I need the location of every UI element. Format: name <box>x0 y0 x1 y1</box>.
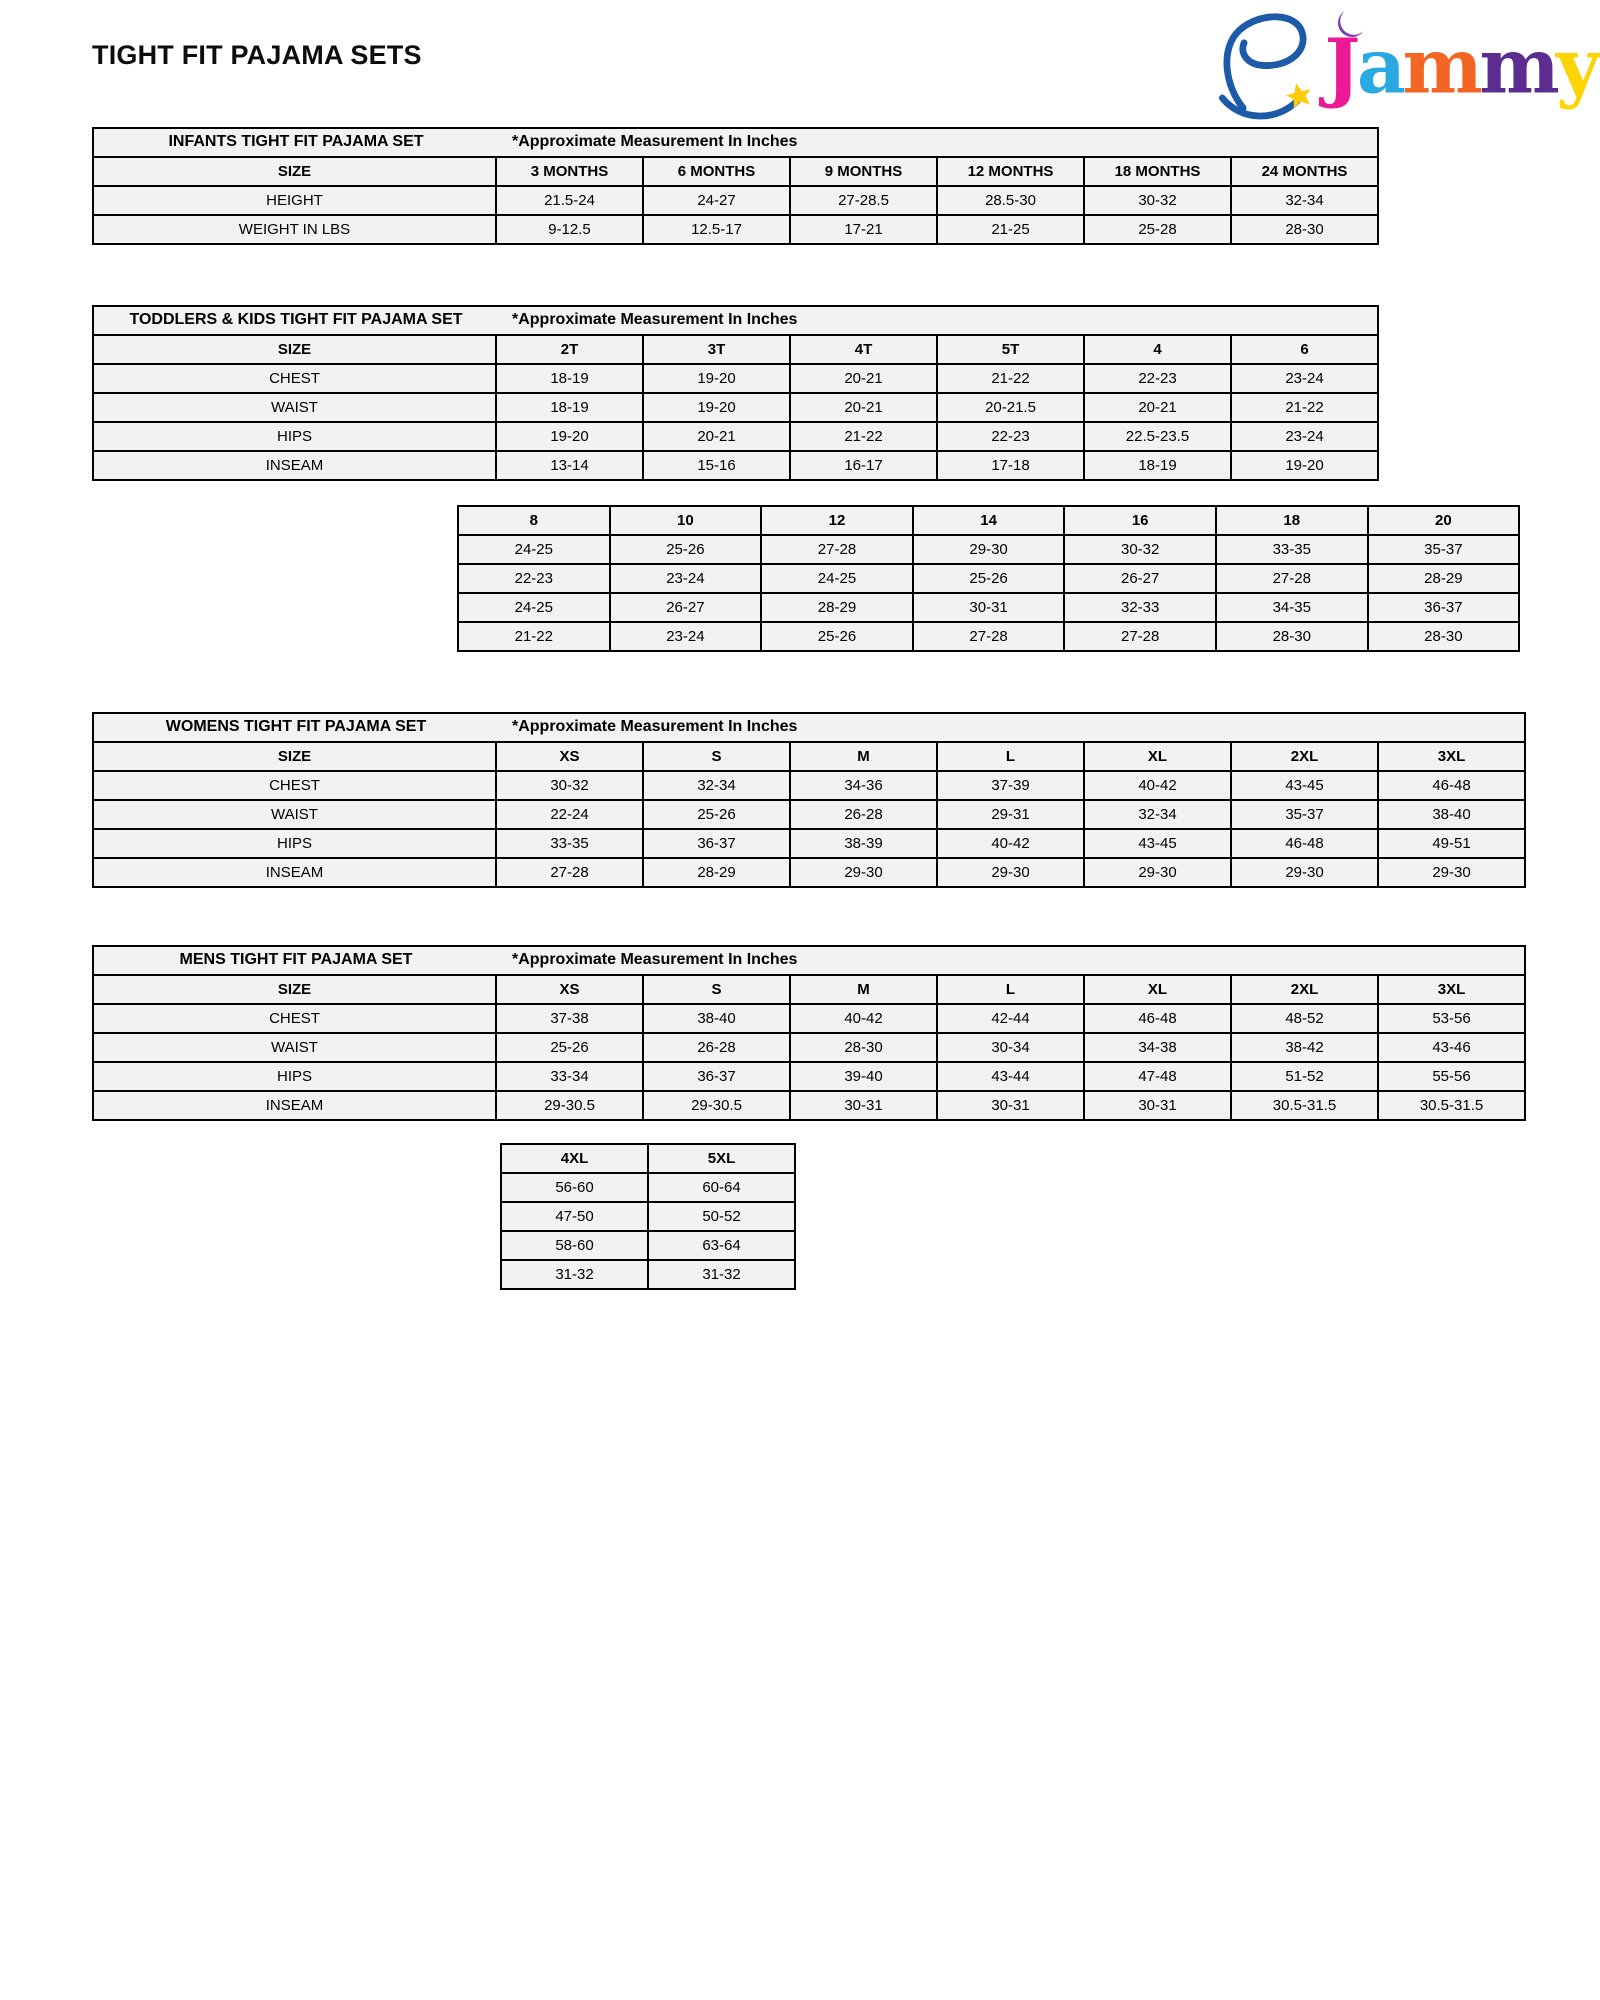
value-cell: 24-25 <box>458 535 610 564</box>
value-cell: 27-28 <box>496 858 643 887</box>
value-cell: 20-21 <box>790 364 937 393</box>
size-header-cell: SIZE <box>93 975 496 1004</box>
column-header-cell: 5XL <box>648 1144 795 1173</box>
column-header-cell: 4 <box>1084 335 1231 364</box>
value-cell: 28-30 <box>1216 622 1368 651</box>
value-cell: 30-32 <box>496 771 643 800</box>
value-cell: 13-14 <box>496 451 643 480</box>
column-header-cell: 24 MONTHS <box>1231 157 1378 186</box>
value-cell: 32-34 <box>1231 186 1378 215</box>
column-header-cell: L <box>937 742 1084 771</box>
table-row <box>93 393 1378 422</box>
measurement-note: *Approximate Measurement In Inches <box>512 133 798 151</box>
column-header-cell: 3XL <box>1378 975 1525 1004</box>
value-cell: 18-19 <box>496 364 643 393</box>
value-cell: 28-30 <box>1231 215 1378 244</box>
value-cell: 21-22 <box>1231 393 1378 422</box>
value-cell: 22.5-23.5 <box>1084 422 1231 451</box>
table-row <box>93 422 1378 451</box>
value-cell: 53-56 <box>1378 1004 1525 1033</box>
table-row <box>501 1260 795 1289</box>
value-cell: 56-60 <box>501 1173 648 1202</box>
value-cell: 60-64 <box>648 1173 795 1202</box>
column-header-cell: 6 <box>1231 335 1378 364</box>
column-header-cell: 4XL <box>501 1144 648 1173</box>
measurement-note: *Approximate Measurement In Inches <box>512 311 798 329</box>
column-header-cell: 12 MONTHS <box>937 157 1084 186</box>
value-cell: 47-50 <box>501 1202 648 1231</box>
table-row <box>93 364 1378 393</box>
value-cell: 29-30 <box>937 858 1084 887</box>
table-title-bar <box>93 128 1378 157</box>
value-cell: 24-25 <box>761 564 913 593</box>
value-cell: 28-30 <box>1368 622 1520 651</box>
value-cell: 38-42 <box>1231 1033 1378 1062</box>
size-table-womens <box>92 712 1526 888</box>
value-cell: 27-28 <box>913 622 1065 651</box>
value-cell: 55-56 <box>1378 1062 1525 1091</box>
row-label-cell: INSEAM <box>93 858 496 887</box>
value-cell: 37-38 <box>496 1004 643 1033</box>
value-cell: 17-21 <box>790 215 937 244</box>
row-label-cell: CHEST <box>93 1004 496 1033</box>
column-header-cell: XL <box>1084 975 1231 1004</box>
value-cell: 43-46 <box>1378 1033 1525 1062</box>
value-cell: 25-26 <box>643 800 790 829</box>
value-cell: 32-34 <box>643 771 790 800</box>
table-row <box>458 593 1519 622</box>
value-cell: 28-30 <box>790 1033 937 1062</box>
table-row <box>93 1062 1525 1091</box>
value-cell: 26-28 <box>643 1033 790 1062</box>
value-cell: 18-19 <box>1084 451 1231 480</box>
column-header-cell: XS <box>496 742 643 771</box>
value-cell: 35-37 <box>1231 800 1378 829</box>
table-row <box>93 800 1525 829</box>
value-cell: 40-42 <box>790 1004 937 1033</box>
value-cell: 36-37 <box>643 1062 790 1091</box>
value-cell: 22-24 <box>496 800 643 829</box>
value-cell: 25-26 <box>610 535 762 564</box>
column-header-cell: 2XL <box>1231 742 1378 771</box>
column-header-cell: 3T <box>643 335 790 364</box>
value-cell: 21-25 <box>937 215 1084 244</box>
logo-letter: m <box>1402 21 1480 111</box>
row-label-cell: WEIGHT IN LBS <box>93 215 496 244</box>
measurement-note: *Approximate Measurement In Inches <box>512 718 798 736</box>
table-row <box>93 858 1525 887</box>
value-cell: 29-30.5 <box>496 1091 643 1120</box>
table-row <box>93 186 1378 215</box>
table-row <box>93 771 1525 800</box>
value-cell: 22-23 <box>458 564 610 593</box>
value-cell: 21-22 <box>790 422 937 451</box>
column-header-cell: 10 <box>610 506 762 535</box>
table-row <box>501 1173 795 1202</box>
size-table-infants <box>92 127 1379 245</box>
value-cell: 29-30 <box>1231 858 1378 887</box>
table-row <box>458 622 1519 651</box>
page-title: TIGHT FIT PAJAMA SETS <box>92 40 422 70</box>
value-cell: 25-26 <box>913 564 1065 593</box>
table-row <box>501 1202 795 1231</box>
size-header-cell: SIZE <box>93 157 496 186</box>
logo-wordmark <box>1319 22 1600 111</box>
value-cell: 29-31 <box>937 800 1084 829</box>
value-cell: 16-17 <box>790 451 937 480</box>
value-cell: 30-32 <box>1064 535 1216 564</box>
column-header-cell: 20 <box>1368 506 1520 535</box>
value-cell: 25-26 <box>761 622 913 651</box>
value-cell: 48-52 <box>1231 1004 1378 1033</box>
table-title: MENS TIGHT FIT PAJAMA SET <box>179 951 413 969</box>
table-row <box>93 829 1525 858</box>
table-row <box>93 1033 1525 1062</box>
value-cell: 30-31 <box>937 1091 1084 1120</box>
value-cell: 12.5-17 <box>643 215 790 244</box>
size-table-mens-ext <box>500 1143 796 1290</box>
value-cell: 20-21.5 <box>937 393 1084 422</box>
column-header-cell: 14 <box>913 506 1065 535</box>
column-header-cell: 3 MONTHS <box>496 157 643 186</box>
value-cell: 19-20 <box>643 393 790 422</box>
value-cell: 30-32 <box>1084 186 1231 215</box>
value-cell: 43-45 <box>1231 771 1378 800</box>
value-cell: 28-29 <box>643 858 790 887</box>
column-header-cell: M <box>790 975 937 1004</box>
value-cell: 29-30.5 <box>643 1091 790 1120</box>
value-cell: 34-35 <box>1216 593 1368 622</box>
value-cell: 51-52 <box>1231 1062 1378 1091</box>
value-cell: 26-27 <box>610 593 762 622</box>
column-header-cell: 8 <box>458 506 610 535</box>
column-header-cell: 18 <box>1216 506 1368 535</box>
column-header-cell: 4T <box>790 335 937 364</box>
table-row <box>93 451 1378 480</box>
value-cell: 17-18 <box>937 451 1084 480</box>
value-cell: 9-12.5 <box>496 215 643 244</box>
value-cell: 47-48 <box>1084 1062 1231 1091</box>
row-label-cell: WAIST <box>93 393 496 422</box>
logo-script-p-icon <box>1222 17 1303 116</box>
value-cell: 63-64 <box>648 1231 795 1260</box>
value-cell: 23-24 <box>610 622 762 651</box>
value-cell: 40-42 <box>937 829 1084 858</box>
value-cell: 24-25 <box>458 593 610 622</box>
value-cell: 28.5-30 <box>937 186 1084 215</box>
table-row <box>458 535 1519 564</box>
column-header-cell: 9 MONTHS <box>790 157 937 186</box>
brand-logo <box>1216 6 1596 114</box>
row-label-cell: CHEST <box>93 771 496 800</box>
row-label-cell: CHEST <box>93 364 496 393</box>
logo-letter: a <box>1356 21 1403 111</box>
table-row <box>93 1004 1525 1033</box>
value-cell: 38-40 <box>643 1004 790 1033</box>
value-cell: 30.5-31.5 <box>1231 1091 1378 1120</box>
value-cell: 28-29 <box>761 593 913 622</box>
column-header-cell: S <box>643 742 790 771</box>
value-cell: 42-44 <box>937 1004 1084 1033</box>
value-cell: 30-31 <box>790 1091 937 1120</box>
table-title-bar <box>93 713 1525 742</box>
size-table-toddlers-ext <box>457 505 1520 652</box>
value-cell: 23-24 <box>1231 422 1378 451</box>
value-cell: 22-23 <box>937 422 1084 451</box>
table-title-bar <box>93 306 1378 335</box>
value-cell: 15-16 <box>643 451 790 480</box>
row-label-cell: INSEAM <box>93 451 496 480</box>
value-cell: 21.5-24 <box>496 186 643 215</box>
value-cell: 30-31 <box>913 593 1065 622</box>
value-cell: 40-42 <box>1084 771 1231 800</box>
value-cell: 31-32 <box>501 1260 648 1289</box>
value-cell: 43-45 <box>1084 829 1231 858</box>
measurement-note: *Approximate Measurement In Inches <box>512 951 798 969</box>
value-cell: 27-28.5 <box>790 186 937 215</box>
value-cell: 29-30 <box>1084 858 1231 887</box>
column-header-cell: L <box>937 975 1084 1004</box>
table-title: INFANTS TIGHT FIT PAJAMA SET <box>168 133 424 151</box>
value-cell: 20-21 <box>643 422 790 451</box>
value-cell: 37-39 <box>937 771 1084 800</box>
table-title: WOMENS TIGHT FIT PAJAMA SET <box>165 718 427 736</box>
table-row <box>93 215 1378 244</box>
value-cell: 38-40 <box>1378 800 1525 829</box>
value-cell: 35-37 <box>1368 535 1520 564</box>
value-cell: 43-44 <box>937 1062 1084 1091</box>
value-cell: 30.5-31.5 <box>1378 1091 1525 1120</box>
value-cell: 21-22 <box>458 622 610 651</box>
row-label-cell: HEIGHT <box>93 186 496 215</box>
value-cell: 20-21 <box>1084 393 1231 422</box>
column-header-cell: S <box>643 975 790 1004</box>
value-cell: 23-24 <box>1231 364 1378 393</box>
value-cell: 22-23 <box>1084 364 1231 393</box>
value-cell: 20-21 <box>790 393 937 422</box>
value-cell: 29-30 <box>790 858 937 887</box>
row-label-cell: WAIST <box>93 800 496 829</box>
size-table-toddlers <box>92 305 1379 481</box>
table-title: TODDLERS & KIDS TIGHT FIT PAJAMA SET <box>129 311 463 329</box>
value-cell: 24-27 <box>643 186 790 215</box>
value-cell: 18-19 <box>496 393 643 422</box>
column-header-cell: 16 <box>1064 506 1216 535</box>
value-cell: 46-48 <box>1378 771 1525 800</box>
size-table-mens <box>92 945 1526 1121</box>
table-row <box>93 1091 1525 1120</box>
column-header-cell: 18 MONTHS <box>1084 157 1231 186</box>
value-cell: 23-24 <box>610 564 762 593</box>
size-header-cell: SIZE <box>93 742 496 771</box>
value-cell: 30-31 <box>1084 1091 1231 1120</box>
table-title-bar <box>93 946 1525 975</box>
row-label-cell: WAIST <box>93 1033 496 1062</box>
value-cell: 29-30 <box>913 535 1065 564</box>
value-cell: 28-29 <box>1368 564 1520 593</box>
column-header-cell: M <box>790 742 937 771</box>
value-cell: 46-48 <box>1231 829 1378 858</box>
column-header-cell: 2XL <box>1231 975 1378 1004</box>
value-cell: 19-20 <box>496 422 643 451</box>
logo-letter: J <box>1324 21 1357 111</box>
value-cell: 34-36 <box>790 771 937 800</box>
column-header-cell: 5T <box>937 335 1084 364</box>
column-header-cell: XL <box>1084 742 1231 771</box>
value-cell: 25-26 <box>496 1033 643 1062</box>
row-label-cell: HIPS <box>93 422 496 451</box>
value-cell: 19-20 <box>643 364 790 393</box>
value-cell: 26-28 <box>790 800 937 829</box>
value-cell: 21-22 <box>937 364 1084 393</box>
column-header-cell: 12 <box>761 506 913 535</box>
column-header-cell: 6 MONTHS <box>643 157 790 186</box>
value-cell: 29-30 <box>1378 858 1525 887</box>
value-cell: 27-28 <box>761 535 913 564</box>
size-header-cell: SIZE <box>93 335 496 364</box>
value-cell: 36-37 <box>1368 593 1520 622</box>
value-cell: 32-33 <box>1064 593 1216 622</box>
value-cell: 33-35 <box>496 829 643 858</box>
logo-letter: m <box>1479 21 1557 111</box>
value-cell: 27-28 <box>1216 564 1368 593</box>
logo-letter: y <box>1556 21 1597 111</box>
value-cell: 32-34 <box>1084 800 1231 829</box>
value-cell: 25-28 <box>1084 215 1231 244</box>
column-header-cell: XS <box>496 975 643 1004</box>
row-label-cell: HIPS <box>93 1062 496 1091</box>
value-cell: 33-35 <box>1216 535 1368 564</box>
value-cell: 34-38 <box>1084 1033 1231 1062</box>
row-label-cell: INSEAM <box>93 1091 496 1120</box>
value-cell: 36-37 <box>643 829 790 858</box>
table-row <box>458 564 1519 593</box>
column-header-cell: 2T <box>496 335 643 364</box>
value-cell: 46-48 <box>1084 1004 1231 1033</box>
value-cell: 58-60 <box>501 1231 648 1260</box>
value-cell: 49-51 <box>1378 829 1525 858</box>
value-cell: 19-20 <box>1231 451 1378 480</box>
row-label-cell: HIPS <box>93 829 496 858</box>
table-row <box>501 1231 795 1260</box>
value-cell: 30-34 <box>937 1033 1084 1062</box>
value-cell: 38-39 <box>790 829 937 858</box>
value-cell: 39-40 <box>790 1062 937 1091</box>
value-cell: 50-52 <box>648 1202 795 1231</box>
column-header-cell: 3XL <box>1378 742 1525 771</box>
value-cell: 26-27 <box>1064 564 1216 593</box>
value-cell: 31-32 <box>648 1260 795 1289</box>
value-cell: 27-28 <box>1064 622 1216 651</box>
value-cell: 33-34 <box>496 1062 643 1091</box>
